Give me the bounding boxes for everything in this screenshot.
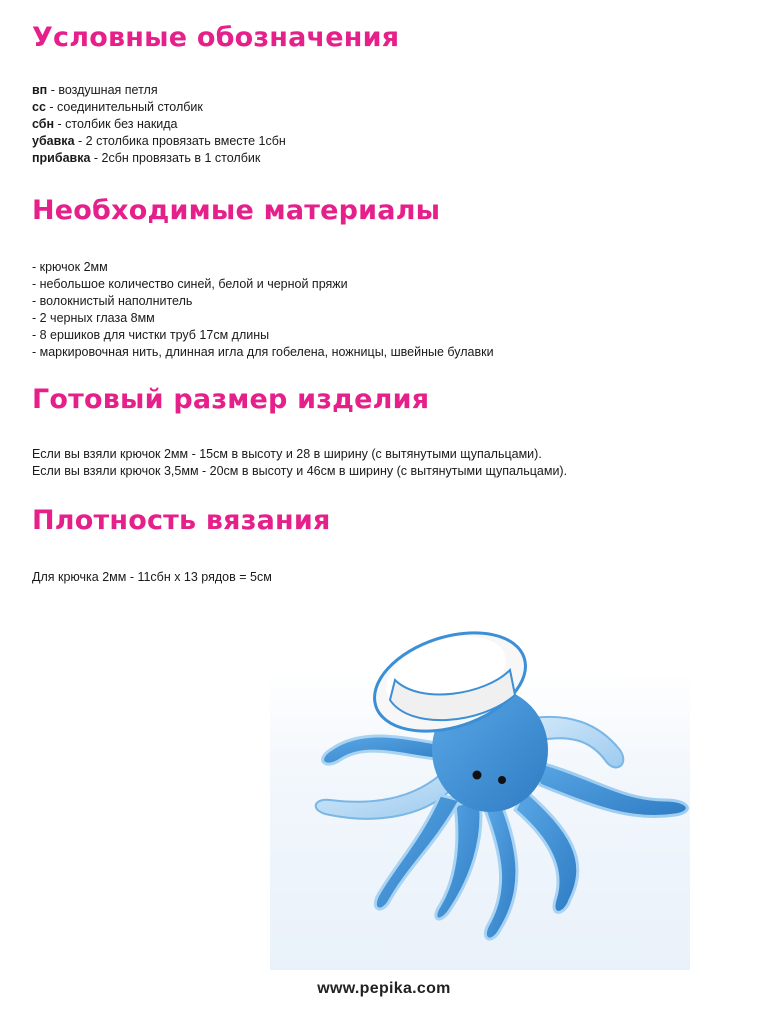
tentacle	[485, 800, 517, 939]
size-body	[32, 446, 732, 480]
materials-section	[32, 195, 732, 361]
size-heading: Готовый размер изделия	[32, 384, 430, 415]
site-url: www.pepika.com	[317, 980, 451, 997]
size-line: Если вы взяли крючок 3,5мм - 20см в высоту и 46см в ширину (с вытянутыми щупальцами).	[32, 464, 568, 478]
legend-item: сс - соединительный столбик	[32, 100, 203, 114]
material-item: - волокнистый наполнитель	[32, 294, 193, 308]
eye	[498, 776, 506, 784]
tentacle	[515, 790, 578, 912]
legend-item: прибавка - 2сбн провязать в 1 столбик	[32, 151, 261, 165]
eye	[473, 771, 482, 780]
material-item: - небольшое количество синей, белой и черной пряжи	[32, 277, 348, 291]
material-item: - маркировочная нить, длинная игла для гобелена, ножницы, швейные булавки	[32, 345, 494, 359]
material-item: - 8 ершиков для чистки труб 17см длины	[32, 328, 270, 342]
legend-item: сбн - столбик без накида	[32, 117, 178, 131]
material-item: - крючок 2мм	[32, 260, 108, 274]
legend-section	[32, 22, 732, 167]
octopus-illustration	[270, 600, 730, 970]
materials-list	[32, 259, 732, 361]
tentacle	[530, 760, 687, 817]
gauge-text: Для крючка 2мм - 11сбн х 13 рядов = 5см	[32, 570, 272, 584]
gauge-body	[32, 569, 732, 586]
legend-list	[32, 82, 732, 167]
gauge-section	[32, 505, 732, 586]
gauge-heading: Плотность вязания	[32, 505, 331, 536]
size-line: Если вы взяли крючок 2мм - 15см в высоту и 28 в ширину (с вытянутыми щупальцами).	[32, 447, 542, 461]
material-item: - 2 черных глаза 8мм	[32, 311, 155, 325]
materials-heading: Необходимые материалы	[32, 195, 441, 226]
legend-item: убавка - 2 столбика провязать вместе 1сбн	[32, 134, 286, 148]
octopus-photo	[270, 600, 730, 970]
size-section	[32, 384, 732, 480]
legend-heading: Условные обозначения	[32, 22, 400, 53]
legend-item: вп - воздушная петля	[32, 83, 158, 97]
